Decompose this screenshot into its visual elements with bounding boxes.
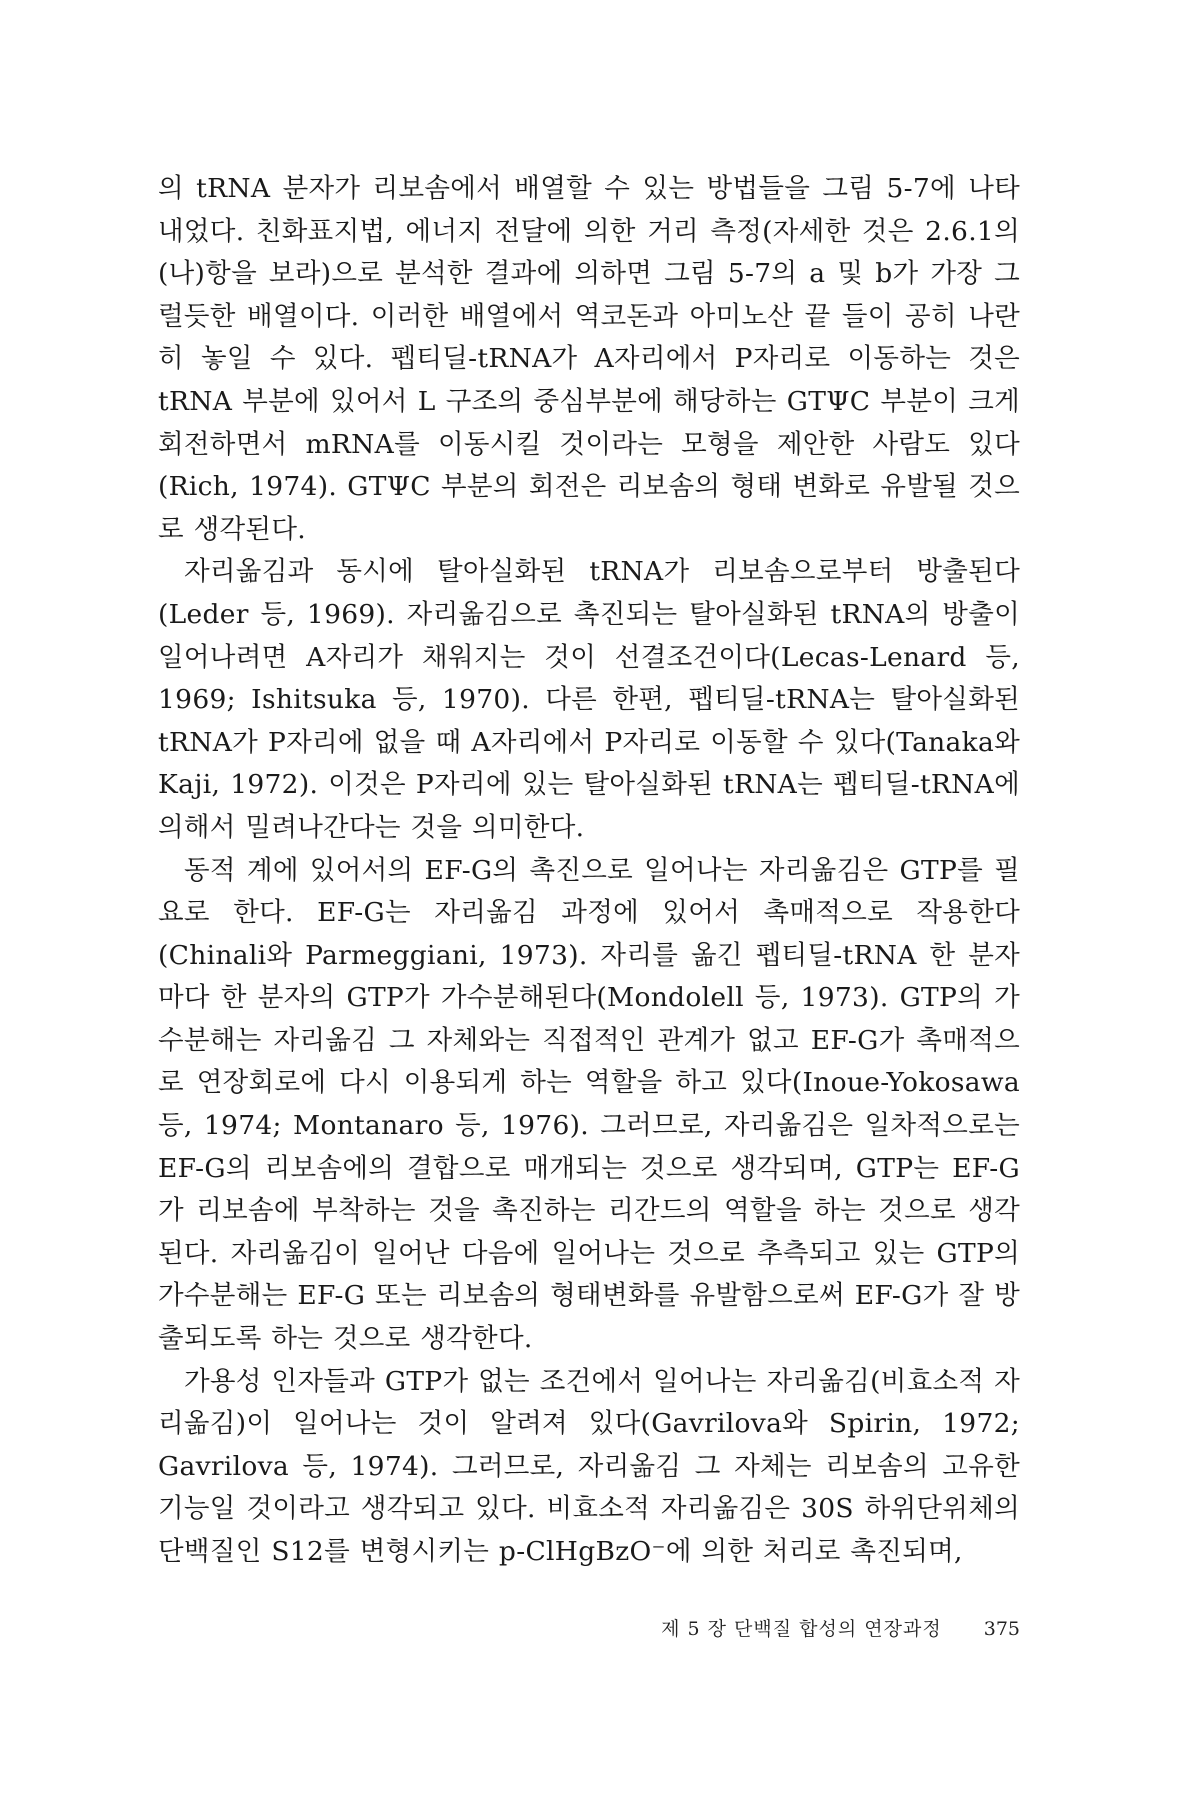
page-number: 375	[983, 1618, 1020, 1640]
paragraph-ef-g: 동적 계에 있어서의 EF-G의 촉진으로 일어나는 자리옮김은 GTP를 필요로 한다. EF-G는 자리옮김 과정에 있어서 촉매적으로 작용한다(Chinali와 Parmeggiani, 1973). 자리를 옮긴 펩티딜-tRNA 한 분자 마다 한 분자의 GTP가 가수분해된다(Mondolell 등, 1973). GTP의 가수분해는 자리옮김 그 자체와는 직접적인 관계가 없고 EF-G가 촉매적으로 연장회로에 다시 이용되게 하는 역할을 하고 있다(Inoue-Yokosawa 등, 1974; Montanaro 등, 1976). 그러므로, 자리옮김은 일차적으로는 EF-G의 리보솜에의 결합으로 매개되는 것으로 생각되며, GTP는 EF-G가 리보솜에 부착하는 것을 촉진하는 리간드의 역할을 하는 것으로 생각된다. 자리옮김이 일어난 다음에 일어나는 것으로 추측되고 있는 GTP의 가수분해는 EF-G 또는 리보솜의 형태변화를 유발함으로써 EF-G가 잘 방출되도록 하는 것으로 생각한다.	[158, 854, 1020, 1355]
paragraph-nonenzymatic: 가용성 인자들과 GTP가 없는 조건에서 일어나는 자리옮김(비효소적 자리옮김)이 일어나는 것이 알려져 있다(Gavrilova와 Spirin, 1972; Gavrilova 등, 1974). 그러므로, 자리옮김 그 자체는 리보솜의 고유한 기능일 것이라고 생각되고 있다. 비효소적 자리옮김은 30S 하위단위체의 단백질인 S12를 변형시키는 p-ClHgBzO⁻에 의한 처리로 촉진되며,	[158, 1365, 1020, 1567]
page-footer	[661, 1614, 1020, 1641]
page-body	[158, 168, 1020, 1574]
paragraph-release: 자리옮김과 동시에 탈아실화된 tRNA가 리보솜으로부터 방출된다(Leder 등, 1969). 자리옮김으로 촉진되는 탈아실화된 tRNA의 방출이 일어나려면 A자리가 채워지는 것이 선결조건이다(Lecas-Lenard 등, 1969; Ishitsuka 등, 1970). 다른 한편, 펩티딜-tRNA는 탈아실화된 tRNA가 P자리에 없을 때 A자리에서 P자리로 이동할 수 있다(Tanaka와 Kaji, 1972). 이것은 P자리에 있는 탈아실화된 tRNA는 펩티딜-tRNA에 의해서 밀려나간다는 것을 의미한다.	[158, 556, 1020, 843]
chapter-title: 제 5 장 단백질 합성의 연장과정	[661, 1618, 942, 1640]
paragraph-continuation: 의 tRNA 분자가 리보솜에서 배열할 수 있는 방법들을 그림 5-7에 나타내었다. 친화표지법, 에너지 전달에 의한 거리 측정(자세한 것은 2.6.1의 (나)항을 보라)으로 분석한 결과에 의하면 그림 5-7의 a 및 b가 가장 그럴듯한 배열이다. 이러한 배열에서 역코돈과 아미노산 끝 들이 공히 나란히 놓일 수 있다. 펩티딜-tRNA가 A자리에서 P자리로 이동하는 것은 tRNA 부분에 있어서 L 구조의 중심부분에 해당하는 GTΨC 부분이 크게 회전하면서 mRNA를 이동시킬 것이라는 모형을 제안한 사람도 있다(Rich, 1974). GTΨC 부분의 회전은 리보솜의 형태 변화로 유발될 것으로 생각된다.	[158, 173, 1020, 545]
